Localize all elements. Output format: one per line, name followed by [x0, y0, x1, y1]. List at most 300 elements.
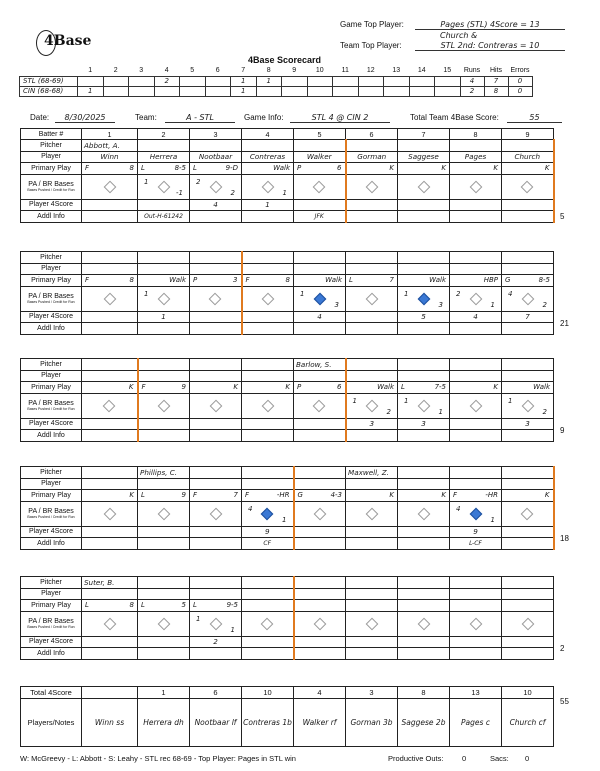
cell-pa	[502, 286, 554, 311]
cell-addl	[242, 648, 294, 660]
cell-pa	[398, 611, 450, 636]
play-detail: K	[441, 164, 446, 172]
base-diamond	[103, 399, 116, 412]
cell-pitcher	[82, 252, 138, 264]
row-label-subtext: Bases Pushed / Credit for Run	[27, 188, 75, 192]
row-addl	[21, 430, 554, 442]
totals-table	[20, 686, 554, 747]
row-label-text: Addl Info	[37, 649, 65, 657]
play-detail: 7	[389, 276, 394, 284]
inning-header: 3	[139, 67, 144, 75]
base-diamond	[103, 180, 116, 193]
play-detail: K	[544, 491, 550, 499]
play-detail: Walk	[273, 164, 290, 172]
cell-player	[82, 370, 138, 382]
inning-header: 12	[366, 67, 375, 75]
cell-pa	[502, 393, 554, 418]
inning-header: 8	[266, 67, 271, 75]
bases-pushed: 1	[438, 407, 443, 416]
row-label-pitcher	[21, 252, 82, 264]
cell-addl	[242, 211, 294, 223]
inning-header: 9	[292, 67, 297, 75]
inning-runs	[180, 86, 206, 96]
cell-primary	[398, 163, 450, 175]
inning-header: 2	[113, 67, 118, 75]
cell-primary	[82, 490, 138, 502]
row-player	[21, 370, 554, 382]
cell-addl: CF	[242, 538, 294, 550]
cell-addl	[294, 323, 346, 335]
cell-primary	[502, 163, 554, 175]
row-label-score	[21, 526, 82, 538]
play-detail: 3	[233, 276, 238, 284]
cell-pitcher	[294, 467, 346, 479]
row-pa	[21, 286, 554, 311]
cell-pitcher	[346, 359, 398, 371]
cell-player	[138, 370, 190, 382]
row-label-subtext: Bases Pushed / Credit for Run	[27, 300, 75, 304]
row-label-primary	[21, 600, 82, 612]
linescore-table	[19, 66, 533, 97]
cell-primary	[294, 275, 346, 287]
cell-pa	[138, 174, 190, 199]
cell-score	[242, 636, 294, 648]
cell-pa	[242, 393, 294, 418]
play-detail: 9-5	[226, 601, 238, 609]
base-diamond	[313, 292, 326, 305]
inning-runs	[129, 76, 155, 86]
cell-pitcher	[398, 467, 450, 479]
cell-addl	[138, 430, 190, 442]
cell-player	[242, 370, 294, 382]
row-label-text: Player	[41, 590, 61, 598]
base-diamond	[209, 292, 222, 305]
cell-pa	[82, 174, 138, 199]
cell-addl	[138, 538, 190, 550]
inning-runs	[180, 76, 206, 86]
cell-score: 1	[138, 311, 190, 323]
base-diamond	[261, 507, 274, 520]
section-total: 18	[560, 534, 569, 543]
inning-runs	[333, 86, 359, 96]
player-note: Contreras 1b	[242, 699, 294, 747]
cell-player	[346, 263, 398, 275]
cell-primary	[138, 163, 190, 175]
play-detail: 8	[129, 164, 134, 172]
play-type: L	[193, 601, 197, 609]
cell-pa	[502, 611, 554, 636]
cell-addl	[294, 538, 346, 550]
cell-pitcher	[398, 577, 450, 589]
cell-player: Contreras	[242, 151, 294, 163]
play-type: F	[245, 276, 250, 284]
row-label-addl	[21, 211, 82, 223]
cell-pa	[82, 611, 138, 636]
play-detail: K	[544, 164, 550, 172]
cell-score	[138, 526, 190, 538]
cell-pa	[294, 393, 346, 418]
inning-header: 5	[190, 67, 195, 75]
base-diamond	[469, 617, 482, 630]
cell-pitcher	[450, 252, 502, 264]
row-pitcher	[21, 252, 554, 264]
row-label-text: Player 4Score	[29, 638, 73, 646]
player-note: Walker rf	[294, 699, 346, 747]
cell-addl	[502, 538, 554, 550]
game-top-player-value: Pages (STL) 4Score = 13	[415, 20, 565, 30]
cell-primary	[398, 600, 450, 612]
cell-pa	[190, 393, 242, 418]
play-type: L	[193, 164, 197, 172]
inning-runs	[333, 76, 359, 86]
inning-runs	[205, 76, 231, 86]
inning-runs	[358, 76, 384, 86]
cell-pa	[82, 286, 138, 311]
play-detail: Walk	[429, 276, 446, 284]
cell-player	[82, 588, 138, 600]
base-diamond	[417, 507, 430, 520]
inning-header: 14	[417, 67, 426, 75]
cell-primary	[242, 600, 294, 612]
row-addl	[21, 538, 554, 550]
base-diamond	[209, 617, 222, 630]
play-detail: 8	[129, 276, 134, 284]
team-errors: 0	[508, 76, 532, 86]
row-score	[21, 526, 554, 538]
base-diamond	[469, 180, 482, 193]
cell-score: 9	[450, 526, 502, 538]
cell-score	[138, 418, 190, 430]
cell-addl	[398, 430, 450, 442]
totals-header: Errors	[510, 67, 530, 75]
row-label-player	[21, 151, 82, 163]
bases-pushed: -1	[176, 188, 183, 197]
play-type: G	[505, 276, 511, 284]
cell-primary	[294, 600, 346, 612]
cell-score: 3	[398, 418, 450, 430]
base-diamond	[261, 399, 274, 412]
cell-addl	[242, 430, 294, 442]
inning-header: 10	[315, 67, 324, 75]
bases-pushed: 2	[542, 407, 547, 416]
cell-addl	[502, 430, 554, 442]
total-score-cell: 13	[450, 687, 502, 699]
bases-reached: 4	[456, 504, 461, 513]
cell-player: Gorman	[346, 151, 398, 163]
base-diamond	[521, 399, 534, 412]
logo-text: 4Base	[44, 33, 92, 49]
row-score	[21, 636, 554, 648]
cell-addl	[82, 323, 138, 335]
cell-primary	[346, 163, 398, 175]
play-detail: Walk	[325, 276, 342, 284]
cell-score: 7	[502, 311, 554, 323]
grand-total: 55	[560, 697, 569, 706]
inning-header: 11	[341, 67, 349, 75]
players-notes-label: Players/Notes	[21, 699, 82, 747]
cell-pitcher	[294, 252, 346, 264]
base-diamond	[365, 180, 378, 193]
cell-pitcher	[450, 140, 502, 152]
cell-score	[190, 311, 242, 323]
base-diamond	[469, 507, 482, 520]
cell-pa	[450, 611, 502, 636]
cell-primary	[502, 490, 554, 502]
cell-pa	[242, 611, 294, 636]
cell-addl	[190, 538, 242, 550]
cell-primary	[450, 163, 502, 175]
cell-score: 9	[242, 526, 294, 538]
cell-score	[346, 199, 398, 211]
cell-pitcher	[242, 359, 294, 371]
play-detail: 7-5	[434, 383, 446, 391]
base-diamond	[469, 399, 482, 412]
cell-player	[82, 478, 138, 490]
productive-outs-label: Productive Outs:	[388, 754, 444, 763]
bases-reached: 1	[300, 289, 305, 298]
bases-reached: 2	[196, 177, 201, 186]
inning-runs	[307, 86, 333, 96]
cell-pitcher	[138, 577, 190, 589]
cell-primary	[346, 275, 398, 287]
cell-score: 4	[294, 311, 346, 323]
cell-pa	[138, 393, 190, 418]
inning-runs	[282, 76, 308, 86]
cell-player	[502, 588, 554, 600]
cell-primary	[190, 600, 242, 612]
cell-score: 3	[346, 418, 398, 430]
cell-score	[242, 418, 294, 430]
inning-header: 7	[241, 67, 246, 75]
row-label-score	[21, 636, 82, 648]
play-detail: 6	[337, 383, 342, 391]
cell-player	[346, 588, 398, 600]
play-detail: Walk	[377, 383, 394, 391]
cell-primary	[398, 382, 450, 394]
cell-pitcher	[398, 359, 450, 371]
row-label-subtext: Bases Pushed / Credit for Run	[27, 625, 75, 629]
row-batter	[21, 129, 554, 140]
cell-pitcher	[294, 140, 346, 152]
cell-player	[242, 263, 294, 275]
team-label: Team:	[135, 113, 157, 122]
play-detail: 7	[233, 491, 238, 499]
row-label-text: Player 4Score	[29, 528, 73, 536]
base-diamond	[365, 399, 378, 412]
bases-reached: 1	[196, 614, 201, 623]
base-diamond	[417, 617, 430, 630]
inning-runs	[409, 86, 435, 96]
cell-pitcher	[502, 252, 554, 264]
cell-score	[242, 311, 294, 323]
base-diamond	[521, 292, 534, 305]
cell-player	[190, 478, 242, 490]
play-type: F	[141, 383, 146, 391]
cell-player	[450, 370, 502, 382]
cell-addl	[242, 323, 294, 335]
game-info-value: STL 4 @ CIN 2	[290, 113, 390, 123]
cell-pitcher	[450, 467, 502, 479]
cell-addl	[190, 648, 242, 660]
row-label-primary	[21, 382, 82, 394]
cell-primary	[450, 382, 502, 394]
cell-pitcher	[138, 252, 190, 264]
cell-score	[82, 418, 138, 430]
totals-header: Hits	[489, 67, 503, 75]
play-detail: K	[441, 491, 446, 499]
cell-player	[138, 588, 190, 600]
play-type: L	[401, 383, 405, 391]
row-pa	[21, 393, 554, 418]
row-label-text: Player 4Score	[29, 313, 73, 321]
cell-pa	[398, 393, 450, 418]
cell-addl	[138, 323, 190, 335]
cell-player	[294, 263, 346, 275]
play-detail: -HR	[485, 491, 498, 499]
base-diamond	[521, 507, 534, 520]
cell-player	[242, 588, 294, 600]
game-top-player-label: Game Top Player:	[340, 20, 404, 29]
base-diamond	[157, 292, 170, 305]
date-value: 8/30/2025	[55, 113, 115, 123]
row-label-text: Player	[41, 372, 61, 380]
play-detail: K	[389, 164, 394, 172]
row-label-primary	[21, 490, 82, 502]
cell-primary	[398, 490, 450, 502]
row-label-text: Pitcher	[40, 468, 62, 476]
row-label-pa	[21, 393, 82, 418]
row-label-text: PA / BR Bases	[28, 618, 74, 625]
play-type: L	[349, 276, 353, 284]
play-type: F	[193, 491, 198, 499]
cell-pa	[294, 501, 346, 526]
cell-player: Pages	[450, 151, 502, 163]
cell-score	[190, 418, 242, 430]
row-label-text: Player 4Score	[29, 420, 73, 428]
cell-pa	[398, 174, 450, 199]
row-label-text: Primary Play	[31, 491, 71, 499]
cell-pitcher	[242, 467, 294, 479]
team-top-player-value: STL 2nd: Contreras = 10	[415, 41, 565, 51]
cell-addl	[138, 648, 190, 660]
cell-player: Walker	[294, 151, 346, 163]
base-diamond	[209, 399, 222, 412]
row-score	[21, 199, 554, 211]
cell-pitcher	[138, 140, 190, 152]
cell-addl	[450, 648, 502, 660]
cell-pitcher	[398, 140, 450, 152]
cell-score	[502, 526, 554, 538]
play-type: P	[297, 164, 302, 172]
cell-player	[450, 588, 502, 600]
row-primary	[21, 600, 554, 612]
inning-runs: 1	[231, 76, 257, 86]
total-score-cell: 4	[294, 687, 346, 699]
total-score-value: 55	[507, 113, 562, 123]
cell-addl	[502, 648, 554, 660]
sacs-label: Sacs:	[490, 754, 509, 763]
cell-pa	[398, 286, 450, 311]
cell-player: Herrera	[138, 151, 190, 163]
team-name: STL (68-69)	[20, 76, 78, 86]
player-note: Gorman 3b	[346, 699, 398, 747]
inning-runs	[435, 76, 461, 86]
cell-addl	[82, 211, 138, 223]
cell-batter: 9	[502, 129, 554, 140]
cell-player	[398, 370, 450, 382]
cell-primary	[190, 490, 242, 502]
row-label-text: Player	[41, 265, 61, 273]
row-label-player	[21, 263, 82, 275]
bases-reached: 2	[456, 289, 461, 298]
cell-pitcher	[346, 577, 398, 589]
scorecard-title: 4Base Scorecard	[248, 55, 322, 65]
inning-header: 15	[443, 67, 452, 75]
cell-player	[398, 263, 450, 275]
row-label-text: PA / BR Bases	[28, 293, 74, 300]
cell-pa	[346, 174, 398, 199]
cell-pa	[242, 174, 294, 199]
cell-batter: 5	[294, 129, 346, 140]
base-diamond	[261, 292, 274, 305]
cell-batter: 3	[190, 129, 242, 140]
bases-reached: 4	[508, 289, 513, 298]
inning-runs: 1	[78, 86, 104, 96]
bases-pushed: 3	[438, 300, 443, 309]
cell-score	[398, 526, 450, 538]
row-player	[21, 588, 554, 600]
cell-player	[294, 478, 346, 490]
cell-primary	[450, 275, 502, 287]
player-note: Saggese 2b	[398, 699, 450, 747]
base-diamond	[261, 180, 274, 193]
cell-pa	[450, 393, 502, 418]
cell-pa	[138, 611, 190, 636]
inning-header: 6	[215, 67, 220, 75]
row-label-batter	[21, 129, 82, 140]
cell-pitcher	[450, 577, 502, 589]
cell-batter: 7	[398, 129, 450, 140]
cell-pitcher	[502, 577, 554, 589]
row-label-primary	[21, 163, 82, 175]
inning-grid	[20, 358, 554, 442]
cell-player	[190, 588, 242, 600]
row-primary	[21, 163, 554, 175]
cell-pitcher	[294, 577, 346, 589]
team-top-player-label: Team Top Player:	[340, 41, 402, 50]
cell-addl	[82, 430, 138, 442]
row-pitcher	[21, 467, 554, 479]
total-score-label: Total Team 4Base Score:	[410, 113, 499, 122]
cell-player	[190, 370, 242, 382]
cell-player	[82, 263, 138, 275]
row-label-text: Pitcher	[40, 578, 62, 586]
row-label-text: PA / BR Bases	[28, 508, 74, 515]
row-label-score	[21, 199, 82, 211]
cell-addl	[346, 430, 398, 442]
cell-addl: Out-H-61242	[138, 211, 190, 223]
play-type: F	[85, 164, 90, 172]
cell-pitcher: Suter, B.	[82, 577, 138, 589]
row-label-score	[21, 418, 82, 430]
cell-player: Church	[502, 151, 554, 163]
base-diamond	[365, 617, 378, 630]
play-detail: Walk	[169, 276, 186, 284]
player-note: Winn ss	[82, 699, 138, 747]
inning-runs	[103, 76, 129, 86]
cell-batter: 2	[138, 129, 190, 140]
play-detail: 8-5	[174, 164, 186, 172]
